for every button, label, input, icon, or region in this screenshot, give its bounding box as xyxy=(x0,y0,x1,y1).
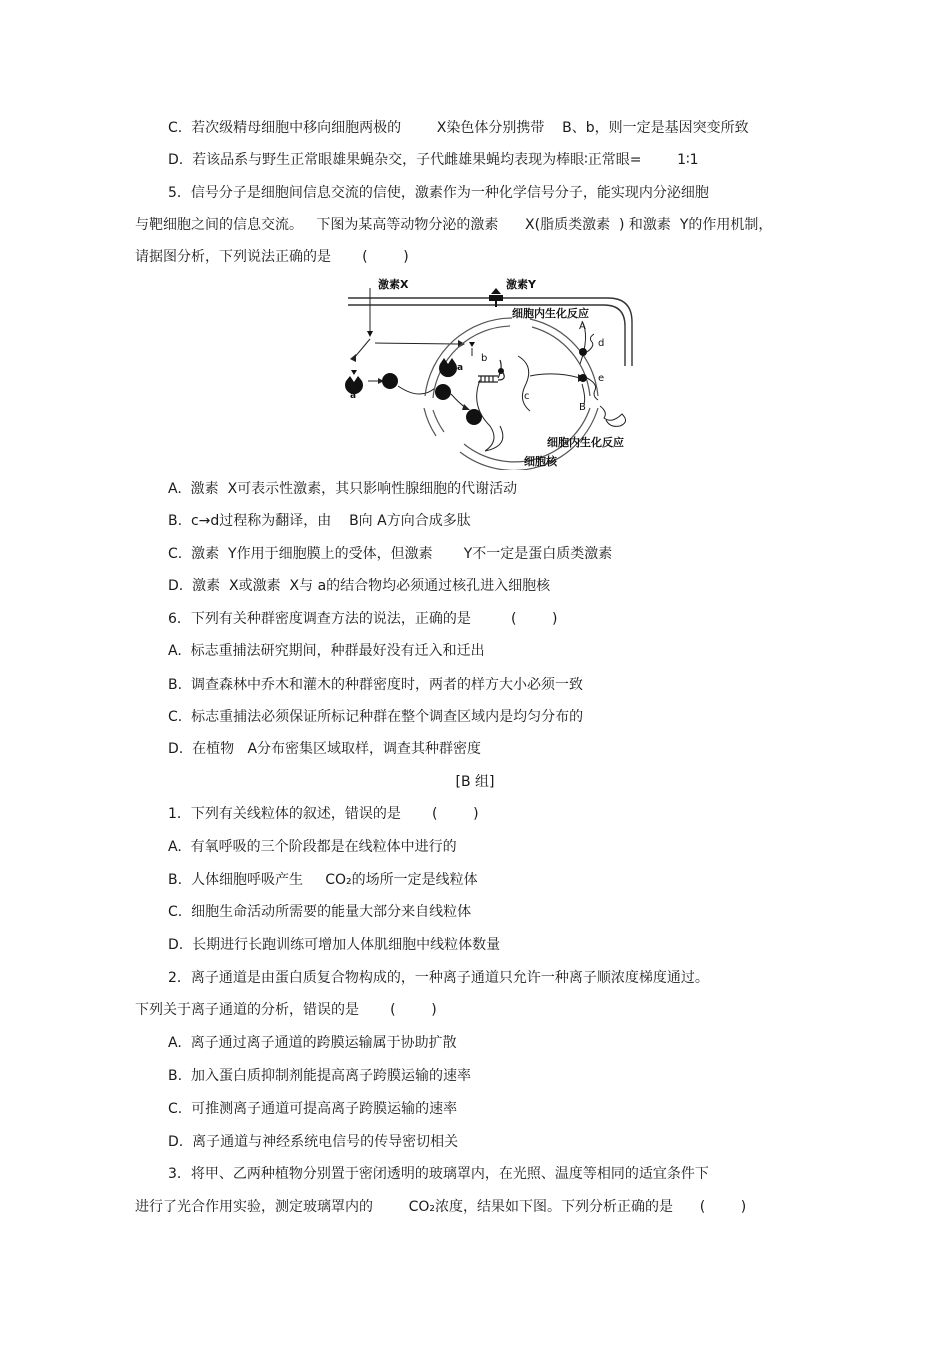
label-hormone-y: 激素Y xyxy=(506,278,536,291)
option-d-q4: D. 若该品系与野生正常眼雄果蝇杂交，子代雌雄果蝇均表现为棒眼∶正常眼= 1∶1 xyxy=(168,152,699,168)
option-a-b2: A. 离子通过离子通道的跨膜运输属于协助扩散 xyxy=(168,1035,457,1051)
receptor-y xyxy=(489,295,503,301)
label-a-inner: a xyxy=(457,363,464,373)
complex-inner-1 xyxy=(435,384,451,400)
option-c-b2: C. 可推测离子通道可提高离子跨膜运输的速率 xyxy=(168,1101,458,1117)
label-reaction-top: 细胞内生化反应 xyxy=(512,307,589,320)
option-a-q6: A. 标志重捕法研究期间，种群最好没有迁入和迁出 xyxy=(168,643,485,659)
label-nucleus: 细胞核 xyxy=(524,455,557,468)
option-c-q6: C. 标志重捕法必须保证所标记种群在整个调查区域内是均匀分布的 xyxy=(168,709,584,725)
option-c-b1: C. 细胞生命活动所需要的能量大部分来自线粒体 xyxy=(168,904,472,920)
question-b3-stem-2: 进行了光合作用实验，测定玻璃罩内的 CO₂浓度，结果如下图。下列分析正确的是 ( ) xyxy=(135,1199,747,1215)
receptor-a-inner xyxy=(439,358,457,377)
label-c: c xyxy=(524,391,530,402)
question-5-stem-3: 请据图分析，下列说法正确的是 ( ) xyxy=(135,249,409,265)
option-b-q6: B. 调查森林中乔木和灌木的种群密度时，两者的样方大小必须一致 xyxy=(168,677,583,693)
label-a-left: a xyxy=(350,391,357,401)
hormone-mechanism-figure xyxy=(340,276,650,470)
hormone-y-shape xyxy=(491,288,501,294)
section-heading-b: [B 组] xyxy=(455,774,495,790)
label-B: B xyxy=(579,402,586,413)
label-reaction-bottom: 细胞内生化反应 xyxy=(547,436,624,449)
label-hormone-x: 激素X xyxy=(378,278,409,291)
label-b: b xyxy=(481,353,488,364)
question-b1-stem: 1．下列有关线粒体的叙述，错误的是 ( ) xyxy=(168,806,479,822)
question-6-stem: 6．下列有关种群密度调查方法的说法，正确的是 ( ) xyxy=(168,611,558,627)
complex-left xyxy=(382,373,398,389)
option-a-b1: A. 有氧呼吸的三个阶段都是在线粒体中进行的 xyxy=(168,839,457,855)
option-d-q5: D. 激素 X或激素 X与 a的结合物均必须通过核孔进入细胞核 xyxy=(168,578,551,594)
question-5-stem-2: 与靶细胞之间的信息交流。 下图为某高等动物分泌的激素 X(脂质类激素 ) 和激素 Y的作用机制， xyxy=(135,217,773,233)
question-b2-stem-1: 2．离子通道是由蛋白质复合物构成的，一种离子通道只允许一种离子顺浓度梯度通过。 xyxy=(168,970,709,986)
option-b-q5: B. c→d过程称为翻译，由 B向 A方向合成多肽 xyxy=(168,513,471,529)
option-b-b2: B. 加入蛋白质抑制剂能提高离子跨膜运输的速率 xyxy=(168,1068,471,1084)
option-d-q6: D. 在植物 A分布密集区域取样，调查其种群密度 xyxy=(168,741,482,757)
option-a-q5: A. 激素 X可表示性激素，其只影响性腺细胞的代谢活动 xyxy=(168,481,518,497)
label-e: e xyxy=(598,373,605,384)
option-d-b2: D. 离子通道与神经系统电信号的传导密切相关 xyxy=(168,1134,459,1150)
option-b-b1: B. 人体细胞呼吸产生 CO₂的场所一定是线粒体 xyxy=(168,872,478,888)
option-c-q4: C. 若次级精母细胞中移向细胞两极的 X染色体分别携带 B、b，则一定是基因突变所致 xyxy=(168,120,749,136)
question-5-stem-1: 5．信号分子是细胞间信息交流的信使，激素作为一种化学信号分子，能实现内分泌细胞 xyxy=(168,185,709,201)
question-b2-stem-2: 下列关于离子通道的分析，错误的是 ( ) xyxy=(135,1002,437,1018)
question-b3-stem-1: 3．将甲、乙两种植物分别置于密闭透明的玻璃罩内，在光照、温度等相同的适宜条件下 xyxy=(168,1166,709,1182)
label-A: A xyxy=(579,321,586,332)
option-d-b1: D. 长期进行长跑训练可增加人体肌细胞中线粒体数量 xyxy=(168,937,501,953)
hormone-x-shape xyxy=(367,331,373,337)
label-d: d xyxy=(598,338,605,349)
option-c-q5: C. 激素 Y作用于细胞膜上的受体，但激素 Y不一定是蛋白质类激素 xyxy=(168,546,613,562)
